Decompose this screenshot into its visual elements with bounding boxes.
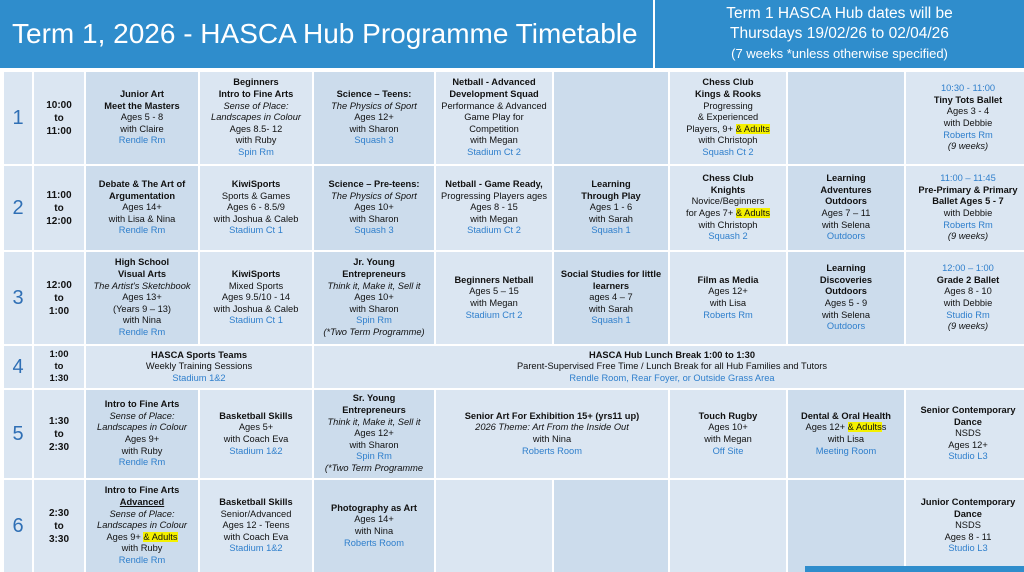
empty-slot xyxy=(554,480,668,572)
class-dental-health[interactable]: Dental & Oral Health Ages 12+ & Adultss with Lisa Meeting Room xyxy=(788,390,904,478)
class-social-studies[interactable]: Social Studies for little learners ages 4 – 7 with Sarah Squash 1 xyxy=(554,252,668,344)
class-beginners-fine-arts[interactable]: Beginners Intro to Fine Arts Sense of Place: Landscapes in Colour Ages 8.5- 12 with Ruby Spin Rm xyxy=(200,72,312,164)
class-senior-contemporary-dance[interactable]: Senior Contemporary Dance NSDS Ages 12+ Studio L3 xyxy=(906,390,1024,478)
time-slot: 12:00 to 1:00 xyxy=(34,252,84,344)
empty-slot xyxy=(436,480,552,572)
adults-highlight: & Adults xyxy=(143,531,178,542)
empty-slot xyxy=(788,72,904,164)
class-beginners-netball[interactable]: Beginners Netball Ages 5 – 15 with Megan Stadium Crt 2 xyxy=(436,252,552,344)
row-number: 6 xyxy=(4,480,32,572)
class-netball-game-ready[interactable]: Netball - Game Ready, Progressing Players ages Ages 8 - 15 with Megan Stadium Ct 2 xyxy=(436,166,552,250)
empty-slot xyxy=(788,480,904,572)
dates-line-1: Term 1 HASCA Hub dates will be xyxy=(726,5,953,22)
time-slot: 11:00 to 12:00 xyxy=(34,166,84,250)
class-jr-entrepreneurs[interactable]: Jr. Young Entrepreneurs Think it, Make it, Sell it Ages 10+ with Sharon Spin Rm (*Two Term Programme) xyxy=(314,252,434,344)
class-basketball-senior[interactable]: Basketball Skills Senior/Advanced Ages 12 - Teens with Coach Eva Stadium 1&2 xyxy=(200,480,312,572)
class-high-school-visual-arts[interactable]: High School Visual Arts The Artist's Sketchbook Ages 13+ (Years 9 – 13) with Nina Rendle Rm xyxy=(86,252,198,344)
title-banner xyxy=(0,0,653,68)
class-science-teens[interactable]: Science – Teens: The Physics of Sport Ages 12+ with Sharon Squash 3 xyxy=(314,72,434,164)
row-number: 2 xyxy=(4,166,32,250)
dates-line-3: (7 weeks *unless otherwise specified) xyxy=(731,46,948,61)
class-tiny-tots-ballet[interactable]: 10:30 - 11:00 Tiny Tots Ballet Ages 3 - 4 with Debbie Roberts Rm (9 weeks) xyxy=(906,72,1024,164)
page-title: Term 1, 2026 - HASCA Hub Programme Timetable xyxy=(12,18,638,49)
class-senior-art-exhibition[interactable]: Senior Art For Exhibition 15+ (yrs11 up) 2026 Theme: Art From the Inside Out with Nina Roberts Room xyxy=(436,390,668,478)
time-slot: 2:30 to 3:30 xyxy=(34,480,84,572)
lunch-break-block: HASCA Hub Lunch Break 1:00 to 1:30 Parent-Supervised Free Time / Lunch Break for all Hub Families and Tutors Rendle Room, Rear Foyer, or Outside Grass Area xyxy=(314,346,1024,388)
class-learning-discoveries[interactable]: Learning Discoveries Outdoors Ages 5 - 9 with Selena Outdoors xyxy=(788,252,904,344)
time-slot: 10:00 to 11:00 xyxy=(34,72,84,164)
timetable-grid xyxy=(4,72,1020,568)
adults-highlight: & Adults xyxy=(735,123,770,134)
class-debate[interactable]: Debate & The Art of Argumentation Ages 14+ with Lisa & Nina Rendle Rm xyxy=(86,166,198,250)
class-kiwisports-games[interactable]: KiwiSports Sports & Games Ages 6 - 8.5/9 with Joshua & Caleb Stadium Ct 1 xyxy=(200,166,312,250)
class-kiwisports-mixed[interactable]: KiwiSports Mixed Sports Ages 9.5/10 - 14 with Joshua & Caleb Stadium Ct 1 xyxy=(200,252,312,344)
class-chess-kings-rooks[interactable]: Chess Club Kings & Rooks Progressing & Experienced Players, 9+ & Adults with Christoph Squash Ct 2 xyxy=(670,72,786,164)
row-number: 3 xyxy=(4,252,32,344)
time-slot: 1:30 to 2:30 xyxy=(34,390,84,478)
row-number: 1 xyxy=(4,72,32,164)
empty-slot xyxy=(670,480,786,572)
adults-highlight: & Adults xyxy=(847,422,882,433)
dates-line-2: Thursdays 19/02/26 to 02/04/26 xyxy=(730,25,949,42)
class-junior-art[interactable]: Junior Art Meet the Masters Ages 5 - 8 with Claire Rendle Rm xyxy=(86,72,198,164)
class-junior-contemporary-dance[interactable]: Junior Contemporary Dance NSDS Ages 8 - 11 Studio L3 xyxy=(906,480,1024,572)
empty-slot xyxy=(554,72,668,164)
class-chess-knights[interactable]: Chess Club Knights Novice/Beginners for Ages 7+ & Adults with Christoph Squash 2 xyxy=(670,166,786,250)
class-intro-fine-arts[interactable]: Intro to Fine Arts Sense of Place: Landscapes in Colour Ages 9+ with Ruby Rendle Rm xyxy=(86,390,198,478)
class-basketball-skills[interactable]: Basketball Skills Ages 5+ with Coach Eva Stadium 1&2 xyxy=(200,390,312,478)
class-film-media[interactable]: Film as Media Ages 12+ with Lisa Roberts Rm xyxy=(670,252,786,344)
footer-accent-bar xyxy=(805,566,1024,572)
class-intro-fine-arts-advanced[interactable]: Intro to Fine Arts Advanced Sense of Place: Landscapes in Colour Ages 9+ & Adults with Ruby Rendle Rm xyxy=(86,480,198,572)
class-sr-entrepreneurs[interactable]: Sr. Young Entrepreneurs Think it, Make it, Sell it Ages 12+ with Sharon Spin Rm (*Two Term Programme xyxy=(314,390,434,478)
term-dates-banner xyxy=(655,0,1024,68)
row-number: 5 xyxy=(4,390,32,478)
row-number: 4 xyxy=(4,346,32,388)
adults-highlight: & Adults xyxy=(735,208,770,218)
sports-teams-block[interactable]: HASCA Sports Teams Weekly Training Sessions Stadium 1&2 xyxy=(86,346,312,388)
time-slot: 1:00 to 1:30 xyxy=(34,346,84,388)
class-netball-advanced[interactable]: Netball - Advanced Development Squad Performance & Advanced Game Play for Competition with Megan Stadium Ct 2 xyxy=(436,72,552,164)
class-primary-ballet[interactable]: 11:00 – 11:45 Pre-Primary & Primary Ballet Ages 5 - 7 with Debbie Roberts Rm (9 weeks) xyxy=(906,166,1024,250)
class-learning-through-play[interactable]: Learning Through Play Ages 1 - 6 with Sarah Squash 1 xyxy=(554,166,668,250)
class-science-preteens[interactable]: Science – Pre-teens: The Physics of Sport Ages 10+ with Sharon Squash 3 xyxy=(314,166,434,250)
class-grade2-ballet[interactable]: 12:00 – 1:00 Grade 2 Ballet Ages 8 - 10 with Debbie Studio Rm (9 weeks) xyxy=(906,252,1024,344)
class-learning-adventures[interactable]: Learning Adventures Outdoors Ages 7 – 11 with Selena Outdoors xyxy=(788,166,904,250)
class-touch-rugby[interactable]: Touch Rugby Ages 10+ with Megan Off Site xyxy=(670,390,786,478)
class-photography[interactable]: Photography as Art Ages 14+ with Nina Roberts Room xyxy=(314,480,434,572)
